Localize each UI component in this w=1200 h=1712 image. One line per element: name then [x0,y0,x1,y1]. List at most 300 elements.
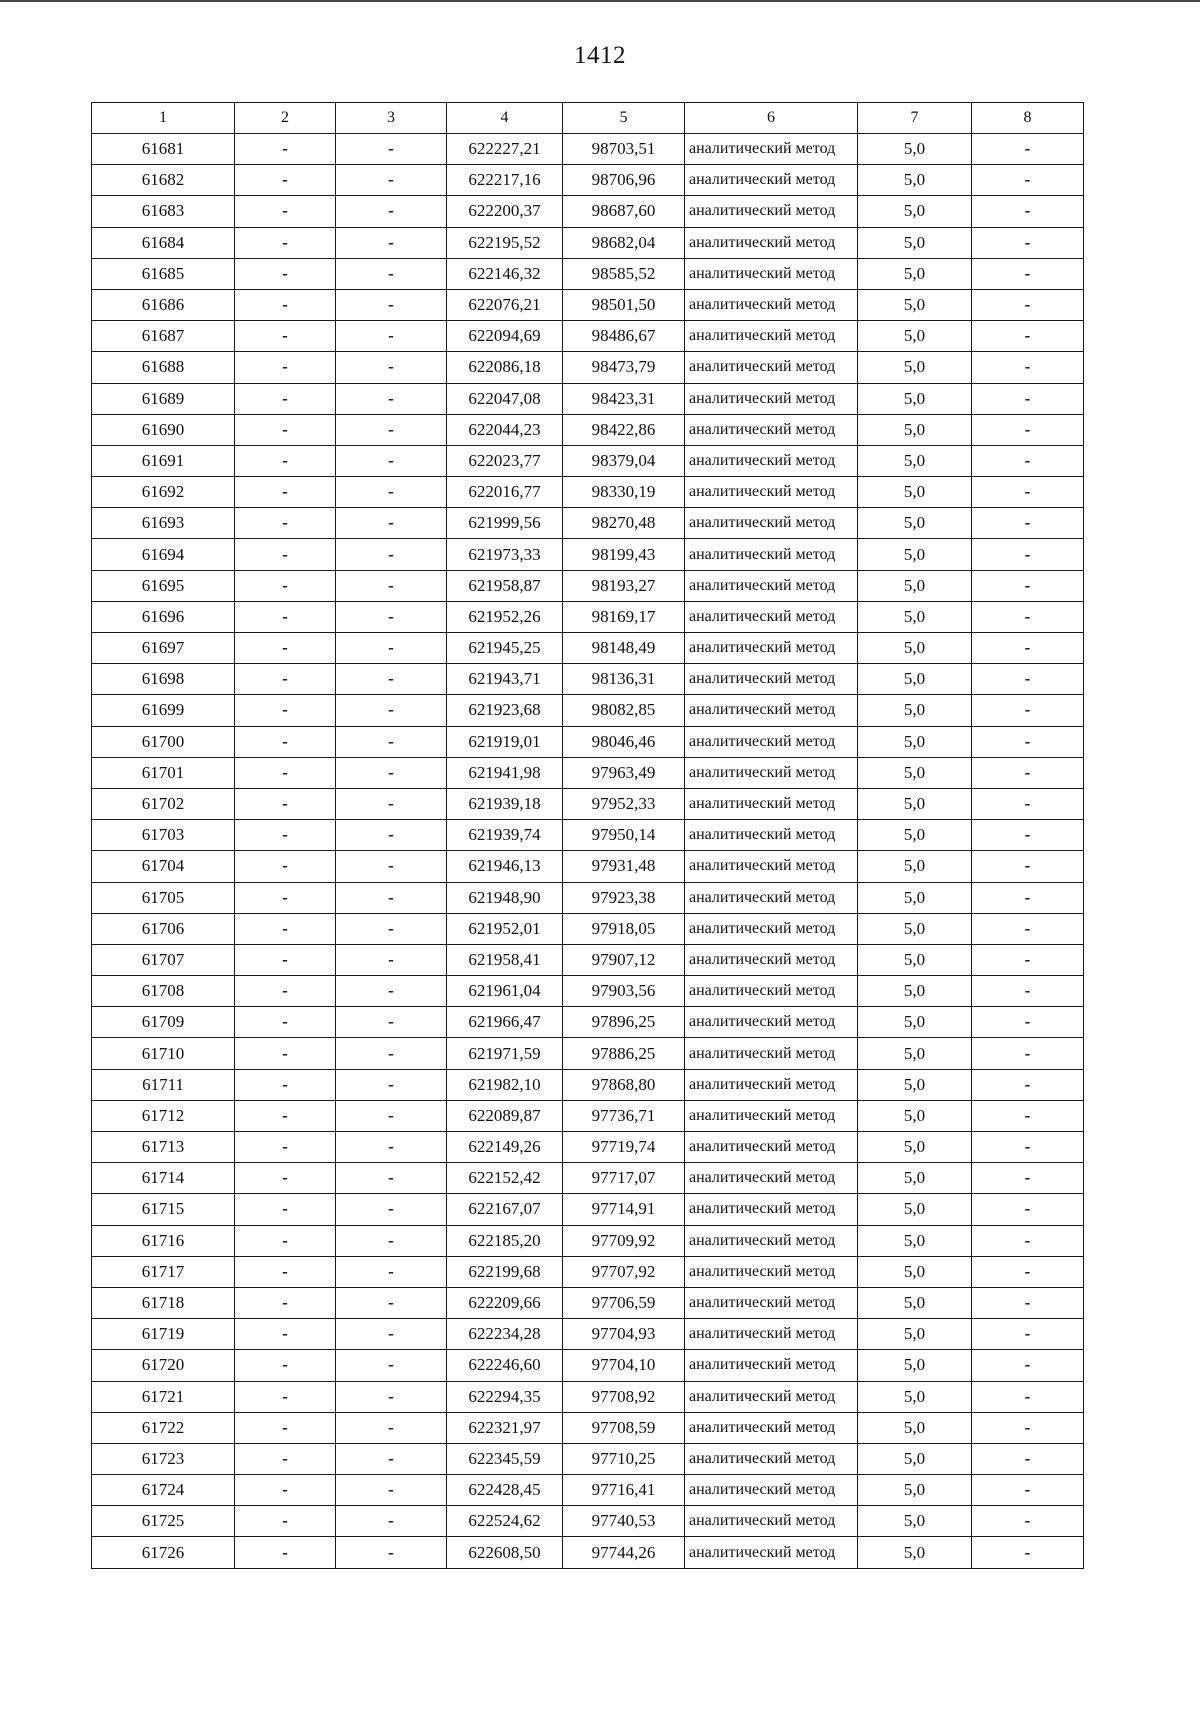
method-cell: аналитический метод [685,944,858,975]
col3-cell: - [336,165,447,196]
col2-cell: - [235,508,336,539]
method-cell: аналитический метод [685,726,858,757]
x-coordinate-cell: 621941,98 [447,757,563,788]
col3-cell: - [336,820,447,851]
y-coordinate-cell: 97714,91 [563,1194,685,1225]
x-coordinate-cell: 622167,07 [447,1194,563,1225]
col2-cell: - [235,1007,336,1038]
method-cell: аналитический метод [685,1007,858,1038]
y-coordinate-cell: 98501,50 [563,289,685,320]
y-coordinate-cell: 98687,60 [563,196,685,227]
point-number-cell: 61710 [92,1038,235,1069]
method-cell: аналитический метод [685,851,858,882]
y-coordinate-cell: 97918,05 [563,913,685,944]
x-coordinate-cell: 622086,18 [447,352,563,383]
method-cell: аналитический метод [685,1350,858,1381]
col2-cell: - [235,383,336,414]
accuracy-cell: 5,0 [858,944,972,975]
col2-cell: - [235,1038,336,1069]
accuracy-cell: 5,0 [858,289,972,320]
col8-cell: - [972,757,1084,788]
table-row [92,1256,1084,1287]
y-coordinate-cell: 98199,43 [563,539,685,570]
accuracy-cell: 5,0 [858,196,972,227]
x-coordinate-cell: 621961,04 [447,976,563,1007]
col2-cell: - [235,695,336,726]
y-coordinate-cell: 98473,79 [563,352,685,383]
col2-cell: - [235,882,336,913]
accuracy-cell: 5,0 [858,1506,972,1537]
table-row [92,944,1084,975]
accuracy-cell: 5,0 [858,1475,972,1506]
x-coordinate-cell: 621945,25 [447,633,563,664]
y-coordinate-cell: 98270,48 [563,508,685,539]
method-cell: аналитический метод [685,477,858,508]
accuracy-cell: 5,0 [858,633,972,664]
point-number-cell: 61709 [92,1007,235,1038]
point-number-cell: 61715 [92,1194,235,1225]
accuracy-cell: 5,0 [858,445,972,476]
col8-cell: - [972,539,1084,570]
point-number-cell: 61693 [92,508,235,539]
col8-cell: - [972,1287,1084,1318]
method-cell: аналитический метод [685,165,858,196]
accuracy-cell: 5,0 [858,695,972,726]
col2-cell: - [235,258,336,289]
table-row [92,1225,1084,1256]
col2-cell: - [235,601,336,632]
x-coordinate-cell: 622199,68 [447,1256,563,1287]
col3-cell: - [336,1225,447,1256]
method-cell: аналитический метод [685,1506,858,1537]
x-coordinate-cell: 621958,87 [447,570,563,601]
table-body [92,134,1084,1569]
x-coordinate-cell: 621946,13 [447,851,563,882]
col3-cell: - [336,1506,447,1537]
method-cell: аналитический метод [685,976,858,1007]
col8-cell: - [972,1443,1084,1474]
col8-cell: - [972,1350,1084,1381]
col3-cell: - [336,1069,447,1100]
column-header-6: 6 [685,103,858,134]
col2-cell: - [235,1381,336,1412]
col2-cell: - [235,414,336,445]
col3-cell: - [336,196,447,227]
col8-cell: - [972,726,1084,757]
col3-cell: - [336,882,447,913]
accuracy-cell: 5,0 [858,258,972,289]
point-number-cell: 61724 [92,1475,235,1506]
accuracy-cell: 5,0 [858,1225,972,1256]
point-number-cell: 61718 [92,1287,235,1318]
y-coordinate-cell: 98486,67 [563,321,685,352]
y-coordinate-cell: 97903,56 [563,976,685,1007]
col3-cell: - [336,258,447,289]
point-number-cell: 61722 [92,1412,235,1443]
table-row [92,165,1084,196]
x-coordinate-cell: 622044,23 [447,414,563,445]
table-row [92,851,1084,882]
point-number-cell: 61700 [92,726,235,757]
method-cell: аналитический метод [685,1443,858,1474]
col2-cell: - [235,570,336,601]
col2-cell: - [235,1100,336,1131]
col2-cell: - [235,165,336,196]
table-row [92,664,1084,695]
accuracy-cell: 5,0 [858,1007,972,1038]
col3-cell: - [336,1007,447,1038]
table-row [92,1381,1084,1412]
accuracy-cell: 5,0 [858,1163,972,1194]
point-number-cell: 61689 [92,383,235,414]
col8-cell: - [972,664,1084,695]
y-coordinate-cell: 97717,07 [563,1163,685,1194]
x-coordinate-cell: 622227,21 [447,134,563,165]
method-cell: аналитический метод [685,1475,858,1506]
accuracy-cell: 5,0 [858,1350,972,1381]
accuracy-cell: 5,0 [858,976,972,1007]
col3-cell: - [336,1475,447,1506]
x-coordinate-cell: 622146,32 [447,258,563,289]
y-coordinate-cell: 97710,25 [563,1443,685,1474]
col2-cell: - [235,1225,336,1256]
col3-cell: - [336,383,447,414]
y-coordinate-cell: 97886,25 [563,1038,685,1069]
point-number-cell: 61682 [92,165,235,196]
y-coordinate-cell: 98148,49 [563,633,685,664]
table-row [92,445,1084,476]
point-number-cell: 61694 [92,539,235,570]
method-cell: аналитический метод [685,321,858,352]
x-coordinate-cell: 621973,33 [447,539,563,570]
point-number-cell: 61692 [92,477,235,508]
table-row [92,227,1084,258]
x-coordinate-cell: 622023,77 [447,445,563,476]
col2-cell: - [235,445,336,476]
col3-cell: - [336,1350,447,1381]
col2-cell: - [235,1132,336,1163]
accuracy-cell: 5,0 [858,165,972,196]
accuracy-cell: 5,0 [858,882,972,913]
col3-cell: - [336,1132,447,1163]
y-coordinate-cell: 97707,92 [563,1256,685,1287]
y-coordinate-cell: 98585,52 [563,258,685,289]
col8-cell: - [972,601,1084,632]
y-coordinate-cell: 97708,92 [563,1381,685,1412]
col2-cell: - [235,664,336,695]
table-row [92,477,1084,508]
y-coordinate-cell: 98193,27 [563,570,685,601]
method-cell: аналитический метод [685,134,858,165]
x-coordinate-cell: 622524,62 [447,1506,563,1537]
table-row [92,757,1084,788]
method-cell: аналитический метод [685,1256,858,1287]
col3-cell: - [336,726,447,757]
point-number-cell: 61717 [92,1256,235,1287]
method-cell: аналитический метод [685,1069,858,1100]
col3-cell: - [336,1194,447,1225]
y-coordinate-cell: 97907,12 [563,944,685,975]
table-row [92,352,1084,383]
accuracy-cell: 5,0 [858,1194,972,1225]
x-coordinate-cell: 622094,69 [447,321,563,352]
y-coordinate-cell: 97868,80 [563,1069,685,1100]
point-number-cell: 61695 [92,570,235,601]
accuracy-cell: 5,0 [858,1412,972,1443]
column-header-4: 4 [447,103,563,134]
y-coordinate-cell: 97719,74 [563,1132,685,1163]
method-cell: аналитический метод [685,1163,858,1194]
col8-cell: - [972,383,1084,414]
col2-cell: - [235,227,336,258]
point-number-cell: 61711 [92,1069,235,1100]
col8-cell: - [972,477,1084,508]
table-header-row [92,103,1084,134]
col8-cell: - [972,1381,1084,1412]
table-row [92,1506,1084,1537]
y-coordinate-cell: 98706,96 [563,165,685,196]
col2-cell: - [235,633,336,664]
col8-cell: - [972,944,1084,975]
x-coordinate-cell: 622234,28 [447,1319,563,1350]
col2-cell: - [235,1412,336,1443]
table-row [92,695,1084,726]
accuracy-cell: 5,0 [858,1069,972,1100]
x-coordinate-cell: 621952,26 [447,601,563,632]
y-coordinate-cell: 98330,19 [563,477,685,508]
method-cell: аналитический метод [685,1038,858,1069]
point-number-cell: 61721 [92,1381,235,1412]
x-coordinate-cell: 621982,10 [447,1069,563,1100]
y-coordinate-cell: 97704,10 [563,1350,685,1381]
method-cell: аналитический метод [685,227,858,258]
accuracy-cell: 5,0 [858,570,972,601]
point-number-cell: 61725 [92,1506,235,1537]
point-number-cell: 61697 [92,633,235,664]
col2-cell: - [235,1256,336,1287]
y-coordinate-cell: 97963,49 [563,757,685,788]
y-coordinate-cell: 97716,41 [563,1475,685,1506]
col3-cell: - [336,851,447,882]
col3-cell: - [336,1256,447,1287]
table-row [92,321,1084,352]
method-cell: аналитический метод [685,539,858,570]
col3-cell: - [336,352,447,383]
col2-cell: - [235,1069,336,1100]
col2-cell: - [235,976,336,1007]
col2-cell: - [235,1194,336,1225]
col8-cell: - [972,414,1084,445]
point-number-cell: 61699 [92,695,235,726]
col8-cell: - [972,196,1084,227]
method-cell: аналитический метод [685,820,858,851]
col2-cell: - [235,757,336,788]
table-row [92,414,1084,445]
y-coordinate-cell: 97740,53 [563,1506,685,1537]
method-cell: аналитический метод [685,1225,858,1256]
col8-cell: - [972,570,1084,601]
accuracy-cell: 5,0 [858,1256,972,1287]
col3-cell: - [336,633,447,664]
col3-cell: - [336,321,447,352]
table-row [92,601,1084,632]
x-coordinate-cell: 621923,68 [447,695,563,726]
table-row [92,1163,1084,1194]
x-coordinate-cell: 622209,66 [447,1287,563,1318]
col3-cell: - [336,1287,447,1318]
col3-cell: - [336,1443,447,1474]
accuracy-cell: 5,0 [858,352,972,383]
y-coordinate-cell: 98169,17 [563,601,685,632]
y-coordinate-cell: 98046,46 [563,726,685,757]
point-number-cell: 61703 [92,820,235,851]
col3-cell: - [336,976,447,1007]
col8-cell: - [972,976,1084,1007]
column-header-7: 7 [858,103,972,134]
col3-cell: - [336,508,447,539]
x-coordinate-cell: 621999,56 [447,508,563,539]
col8-cell: - [972,633,1084,664]
method-cell: аналитический метод [685,383,858,414]
table-row [92,383,1084,414]
table-row [92,976,1084,1007]
col3-cell: - [336,539,447,570]
x-coordinate-cell: 621971,59 [447,1038,563,1069]
table-row [92,539,1084,570]
point-number-cell: 61681 [92,134,235,165]
col8-cell: - [972,1319,1084,1350]
table-row [92,726,1084,757]
point-number-cell: 61687 [92,321,235,352]
method-cell: аналитический метод [685,1287,858,1318]
accuracy-cell: 5,0 [858,601,972,632]
accuracy-cell: 5,0 [858,134,972,165]
col3-cell: - [336,664,447,695]
x-coordinate-cell: 622047,08 [447,383,563,414]
y-coordinate-cell: 97709,92 [563,1225,685,1256]
column-header-8: 8 [972,103,1084,134]
col2-cell: - [235,1163,336,1194]
col2-cell: - [235,944,336,975]
col3-cell: - [336,414,447,445]
col8-cell: - [972,1007,1084,1038]
table-row [92,1194,1084,1225]
col3-cell: - [336,944,447,975]
x-coordinate-cell: 621966,47 [447,1007,563,1038]
accuracy-cell: 5,0 [858,383,972,414]
table-row [92,134,1084,165]
x-coordinate-cell: 621952,01 [447,913,563,944]
y-coordinate-cell: 98682,04 [563,227,685,258]
point-number-cell: 61716 [92,1225,235,1256]
y-coordinate-cell: 97931,48 [563,851,685,882]
col3-cell: - [336,1412,447,1443]
col3-cell: - [336,695,447,726]
table-row [92,1412,1084,1443]
coordinates-table [91,102,1084,1569]
method-cell: аналитический метод [685,695,858,726]
accuracy-cell: 5,0 [858,820,972,851]
x-coordinate-cell: 622217,16 [447,165,563,196]
accuracy-cell: 5,0 [858,757,972,788]
col3-cell: - [336,570,447,601]
method-cell: аналитический метод [685,788,858,819]
col2-cell: - [235,1506,336,1537]
method-cell: аналитический метод [685,1537,858,1568]
col3-cell: - [336,1100,447,1131]
col2-cell: - [235,1475,336,1506]
col3-cell: - [336,1537,447,1568]
table-row [92,1069,1084,1100]
col8-cell: - [972,258,1084,289]
table-row [92,1038,1084,1069]
col2-cell: - [235,134,336,165]
method-cell: аналитический метод [685,601,858,632]
point-number-cell: 61719 [92,1319,235,1350]
method-cell: аналитический метод [685,508,858,539]
accuracy-cell: 5,0 [858,539,972,570]
top-border-line [0,0,1200,2]
y-coordinate-cell: 97923,38 [563,882,685,913]
col2-cell: - [235,788,336,819]
col3-cell: - [336,1038,447,1069]
col3-cell: - [336,289,447,320]
x-coordinate-cell: 621939,74 [447,820,563,851]
col3-cell: - [336,1381,447,1412]
table-row [92,1350,1084,1381]
method-cell: аналитический метод [685,664,858,695]
accuracy-cell: 5,0 [858,1132,972,1163]
col2-cell: - [235,1287,336,1318]
method-cell: аналитический метод [685,258,858,289]
accuracy-cell: 5,0 [858,664,972,695]
point-number-cell: 61683 [92,196,235,227]
point-number-cell: 61698 [92,664,235,695]
col8-cell: - [972,913,1084,944]
col2-cell: - [235,196,336,227]
method-cell: аналитический метод [685,757,858,788]
method-cell: аналитический метод [685,913,858,944]
x-coordinate-cell: 622294,35 [447,1381,563,1412]
col2-cell: - [235,289,336,320]
y-coordinate-cell: 97706,59 [563,1287,685,1318]
col8-cell: - [972,820,1084,851]
table-row [92,1287,1084,1318]
point-number-cell: 61691 [92,445,235,476]
page-number: 1412 [574,42,626,69]
x-coordinate-cell: 622152,42 [447,1163,563,1194]
col8-cell: - [972,134,1084,165]
table-row [92,820,1084,851]
col8-cell: - [972,289,1084,320]
col3-cell: - [336,913,447,944]
x-coordinate-cell: 622345,59 [447,1443,563,1474]
point-number-cell: 61688 [92,352,235,383]
method-cell: аналитический метод [685,1412,858,1443]
col2-cell: - [235,820,336,851]
y-coordinate-cell: 97950,14 [563,820,685,851]
accuracy-cell: 5,0 [858,477,972,508]
method-cell: аналитический метод [685,1194,858,1225]
method-cell: аналитический метод [685,352,858,383]
y-coordinate-cell: 97744,26 [563,1537,685,1568]
table-row [92,913,1084,944]
method-cell: аналитический метод [685,633,858,664]
col2-cell: - [235,1319,336,1350]
col3-cell: - [336,1319,447,1350]
column-header-5: 5 [563,103,685,134]
point-number-cell: 61704 [92,851,235,882]
